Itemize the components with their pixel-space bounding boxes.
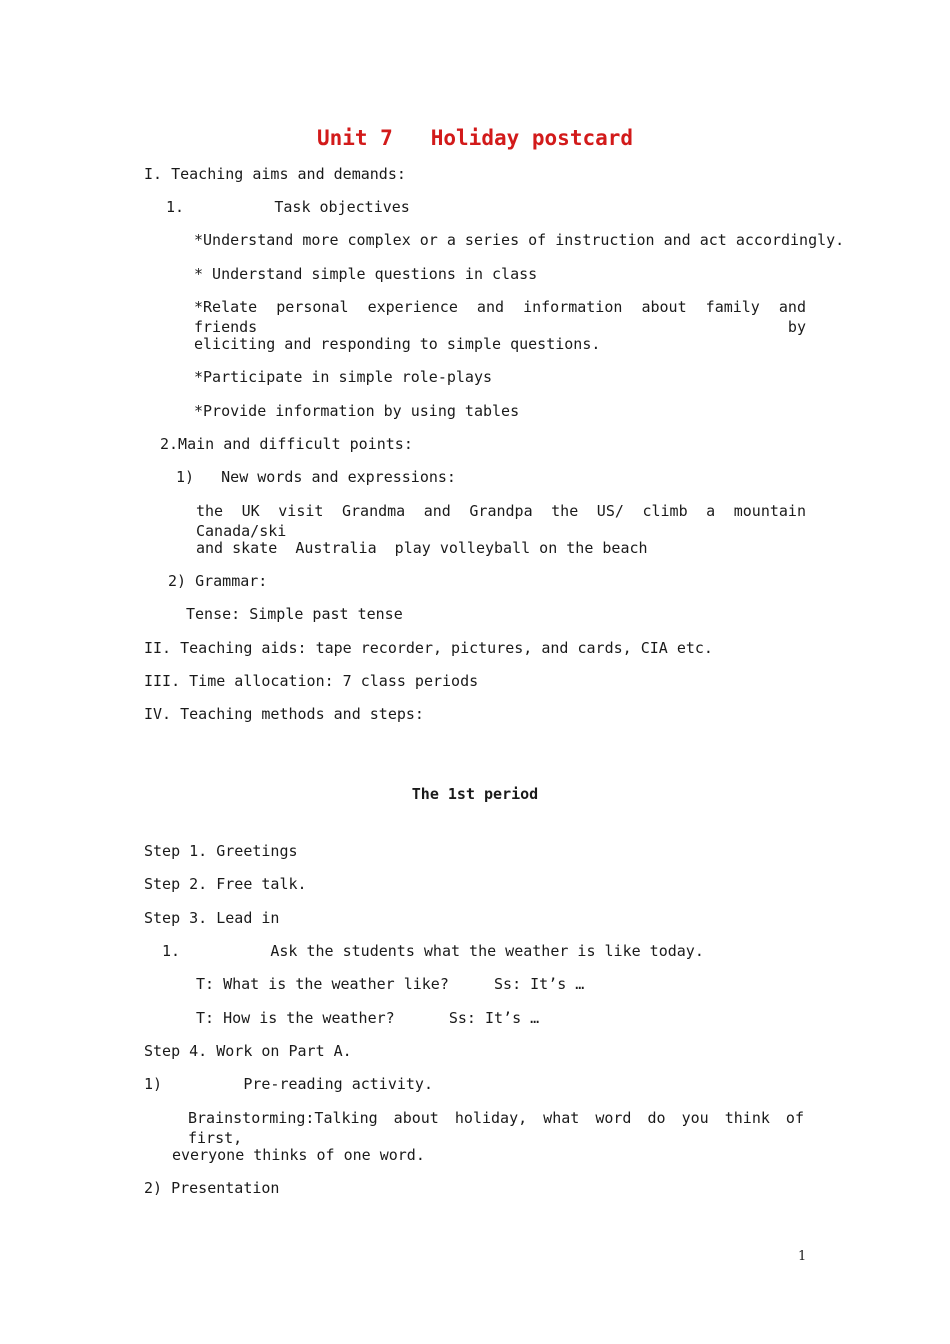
objective-item: *Understand more complex or a series of instruction and act accordingly. — [194, 231, 845, 249]
step-free-talk: Step 2. Free talk. — [144, 875, 307, 893]
objective-item: *Provide information by using tables — [194, 402, 520, 420]
section-time-allocation: III. Time allocation: 7 class periods — [144, 672, 479, 690]
dialogue-line: T: What is the weather like? Ss: It’s … — [196, 975, 585, 993]
period-heading: The 1st period — [411, 785, 539, 803]
brainstorming-text: Brainstorming:Talking about holiday, what word do you think of first, — [188, 1109, 804, 1147]
section-teaching-aims: I. Teaching aims and demands: — [144, 165, 406, 183]
step-work-part-a: Step 4. Work on Part A. — [144, 1042, 352, 1060]
objective-item-continued: eliciting and responding to simple questions. — [194, 335, 601, 353]
brainstorming-text-continued: everyone thinks of one word. — [172, 1146, 425, 1164]
point-grammar: 2) Grammar: — [168, 572, 268, 590]
lead-in-item: 1. Ask the students what the weather is like today. — [162, 942, 704, 960]
objective-item: *Participate in simple role-plays — [194, 368, 493, 386]
objective-item: *Relate personal experience and information about family and friends by — [194, 298, 806, 336]
subsection-main-points: 2.Main and difficult points: — [160, 435, 413, 453]
vocabulary-line: the UK visit Grandma and Grandpa the US/ climb a mountain Canada/ski — [196, 502, 806, 540]
point-new-words: 1) New words and expressions: — [176, 468, 456, 486]
grammar-tense: Tense: Simple past tense — [186, 605, 403, 623]
subsection-task-objectives: 1. Task objectives — [166, 198, 410, 216]
page-number: 1 — [798, 1249, 807, 1264]
section-teaching-methods: IV. Teaching methods and steps: — [144, 705, 424, 723]
vocabulary-line: and skate Australia play volleyball on the beach — [196, 539, 648, 557]
presentation-item: 2) Presentation — [144, 1179, 280, 1197]
step-lead-in: Step 3. Lead in — [144, 909, 280, 927]
step-greetings: Step 1. Greetings — [144, 842, 298, 860]
objective-item: * Understand simple questions in class — [194, 265, 538, 283]
pre-reading-activity: 1) Pre-reading activity. — [144, 1075, 433, 1093]
dialogue-line: T: How is the weather? Ss: It’s … — [196, 1009, 540, 1027]
document-title: Unit 7 Holiday postcard — [316, 126, 634, 150]
section-teaching-aids: II. Teaching aids: tape recorder, pictures, and cards, CIA etc. — [144, 639, 713, 657]
